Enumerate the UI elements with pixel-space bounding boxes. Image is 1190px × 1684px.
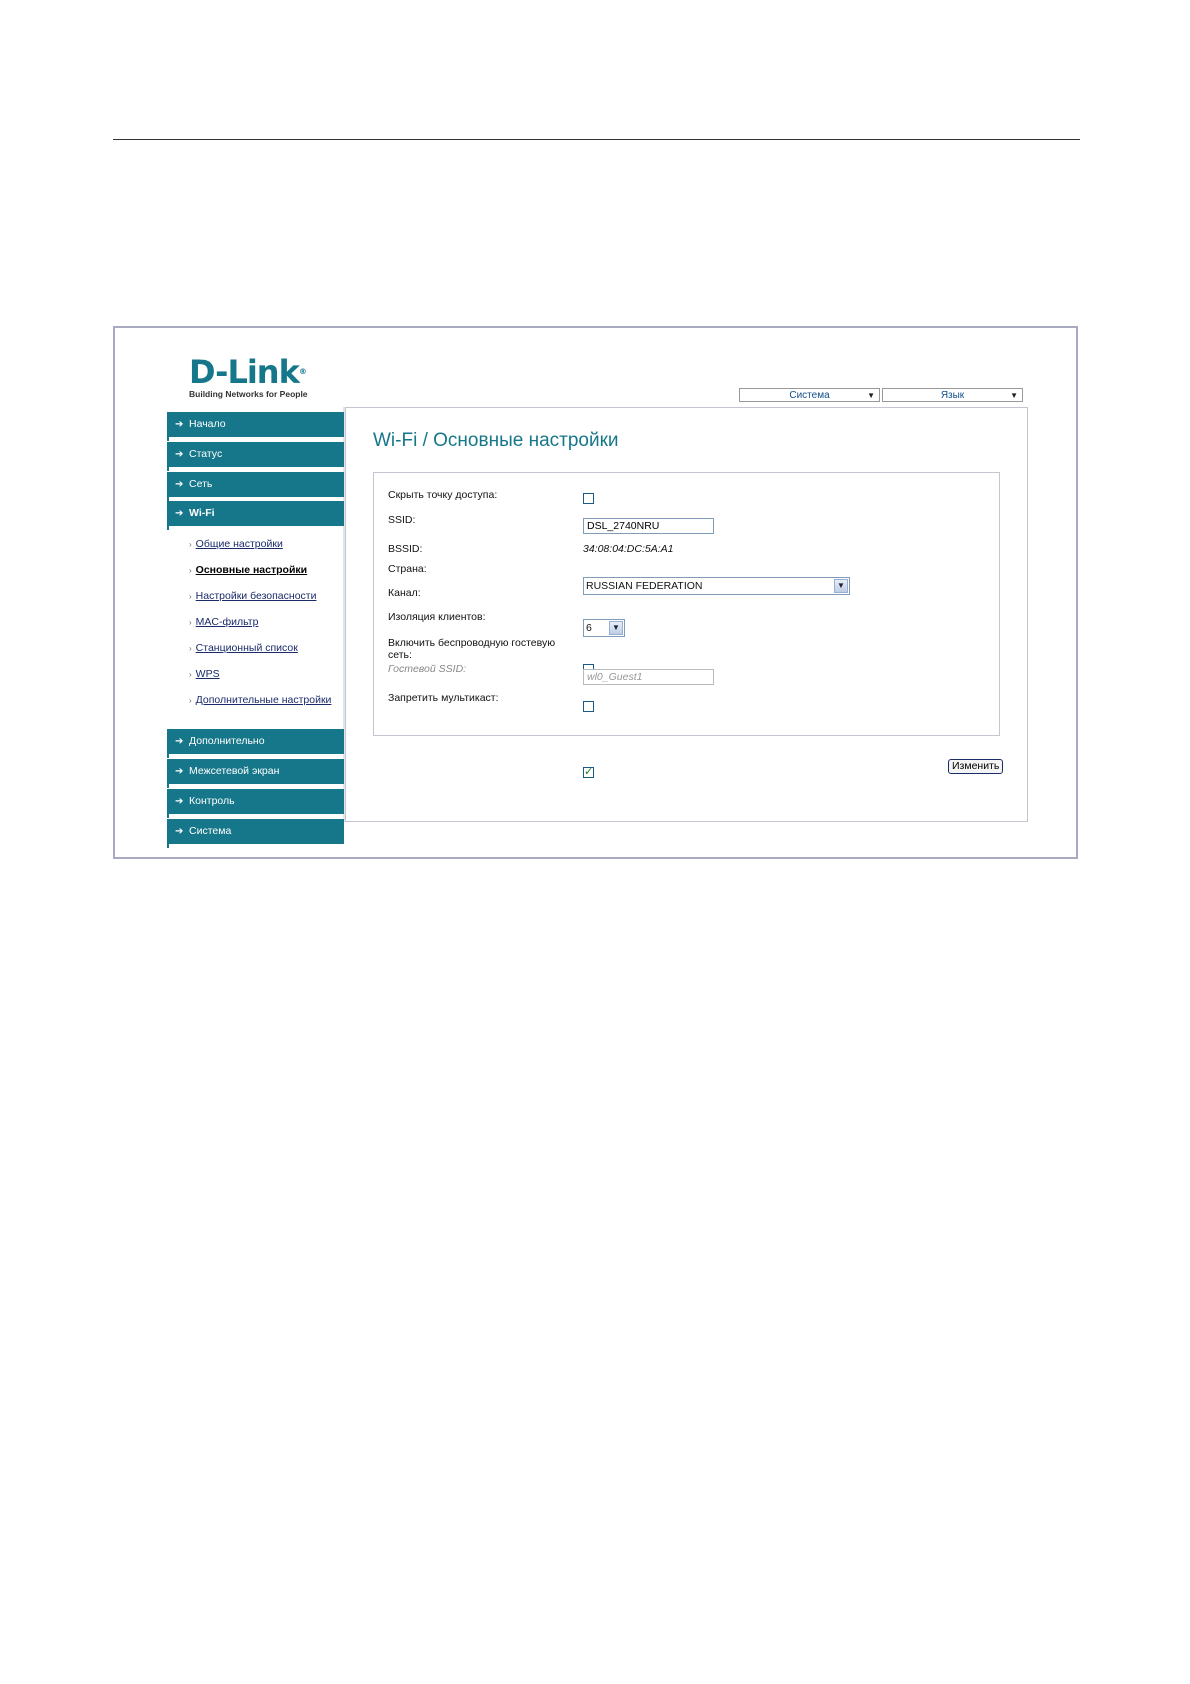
- sub-item-label: Станционный список: [195, 642, 298, 654]
- arrow-right-icon: ➔: [175, 419, 184, 430]
- guest-network-label-line1: Включить беспроводную гостевую: [388, 637, 556, 649]
- system-menu-dropdown[interactable]: [739, 388, 880, 402]
- page-title: Wi-Fi / Основные настройки: [373, 430, 619, 451]
- sidebar-item-label: Дополнительно: [189, 735, 265, 747]
- block-multicast-checkbox[interactable]: [583, 767, 594, 778]
- sidebar-item-system[interactable]: [167, 819, 344, 844]
- country-select[interactable]: [583, 577, 850, 595]
- document-header-rule: [113, 139, 1080, 140]
- sub-item-label: MAC-фильтр: [195, 616, 259, 628]
- ssid-input[interactable]: DSL_2740NRU: [583, 518, 714, 534]
- chevron-down-icon: ▼: [834, 579, 848, 593]
- country-select-value: RUSSIAN FEDERATION: [586, 580, 703, 592]
- language-menu-label: Язык: [940, 390, 965, 401]
- block-multicast-label: Запретить мультикаст:: [388, 692, 499, 704]
- dropdown-arrow-icon: ▼: [867, 391, 875, 400]
- language-menu-dropdown[interactable]: [882, 388, 1023, 402]
- sub-item-label: Основные настройки: [195, 564, 308, 576]
- sidebar-item-status[interactable]: [167, 442, 344, 467]
- sidebar-item-wifi[interactable]: [167, 501, 344, 526]
- bullet-icon: ›: [189, 540, 192, 549]
- arrow-right-icon: ➔: [175, 508, 184, 519]
- sub-item-label: Дополнительные настройки: [195, 694, 332, 706]
- wifi-sub-general[interactable]: [189, 538, 283, 550]
- guest-ssid-label: Гостевой SSID:: [388, 663, 467, 675]
- arrow-right-icon: ➔: [175, 449, 184, 460]
- sidebar-item-label: Система: [189, 825, 232, 837]
- sidebar-item-control[interactable]: [167, 789, 344, 814]
- wifi-sub-mac-filter[interactable]: [189, 616, 258, 628]
- hide-ap-label: Скрыть точку доступа:: [388, 489, 498, 501]
- logo-tagline: Building Networks for People: [189, 389, 308, 399]
- logo-registered-mark: ®: [298, 367, 306, 376]
- hide-ap-checkbox[interactable]: [583, 493, 594, 504]
- sidebar-item-start[interactable]: [167, 412, 344, 437]
- sidebar-item-network[interactable]: [167, 472, 344, 497]
- sub-item-label: Настройки безопасности: [195, 590, 317, 602]
- logo-brand: D-Link: [189, 353, 299, 391]
- bullet-icon: ›: [189, 592, 192, 601]
- bssid-value: 34:08:04:DC:5A:A1: [583, 543, 674, 555]
- bullet-icon: ›: [189, 566, 192, 575]
- client-isolation-label: Изоляция клиентов:: [388, 611, 486, 623]
- wifi-basic-settings-form: [373, 472, 1000, 736]
- guest-network-label: [388, 637, 555, 661]
- arrow-right-icon: ➔: [175, 736, 184, 747]
- country-label: Страна:: [388, 563, 427, 575]
- sidebar-item-label: Wi-Fi: [189, 507, 215, 519]
- sub-item-label: WPS: [195, 668, 220, 680]
- sidebar-item-label: Начало: [189, 418, 226, 430]
- chevron-down-icon: ▼: [609, 621, 623, 635]
- wifi-sub-station-list[interactable]: [189, 642, 298, 654]
- bullet-icon: ›: [189, 644, 192, 653]
- dropdown-arrow-icon: ▼: [1010, 391, 1018, 400]
- router-web-interface: [113, 326, 1078, 859]
- sidebar-item-advanced[interactable]: [167, 729, 344, 754]
- dlink-logo: [189, 353, 308, 399]
- sub-item-label: Общие настройки: [195, 538, 283, 550]
- arrow-right-icon: ➔: [175, 826, 184, 837]
- sidebar-item-label: Контроль: [189, 795, 235, 807]
- guest-network-checkbox[interactable]: [583, 701, 594, 712]
- arrow-right-icon: ➔: [175, 796, 184, 807]
- bullet-icon: ›: [189, 618, 192, 627]
- sidebar-item-firewall[interactable]: [167, 759, 344, 784]
- content-panel: [345, 407, 1028, 822]
- arrow-right-icon: ➔: [175, 766, 184, 777]
- bullet-icon: ›: [189, 696, 192, 705]
- ssid-label: SSID:: [388, 514, 416, 526]
- wifi-sub-advanced[interactable]: [189, 694, 331, 706]
- arrow-right-icon: ➔: [175, 479, 184, 490]
- system-menu-label: Система: [789, 390, 830, 401]
- bullet-icon: ›: [189, 670, 192, 679]
- apply-button[interactable]: Изменить: [948, 759, 1003, 774]
- guest-ssid-input: wl0_Guest1: [583, 669, 714, 685]
- wifi-sub-basic[interactable]: [189, 564, 307, 576]
- sidebar-item-label: Статус: [189, 448, 223, 460]
- channel-select[interactable]: [583, 619, 625, 637]
- guest-network-label-line2: сеть:: [388, 649, 412, 661]
- sidebar-item-label: Межсетевой экран: [189, 765, 280, 777]
- channel-label: Канал:: [388, 587, 421, 599]
- bssid-label: BSSID:: [388, 543, 423, 555]
- sidebar-item-label: Сеть: [189, 478, 213, 490]
- wifi-sub-security[interactable]: [189, 590, 316, 602]
- channel-select-value: 6: [586, 622, 592, 634]
- wifi-sub-wps[interactable]: [189, 668, 220, 680]
